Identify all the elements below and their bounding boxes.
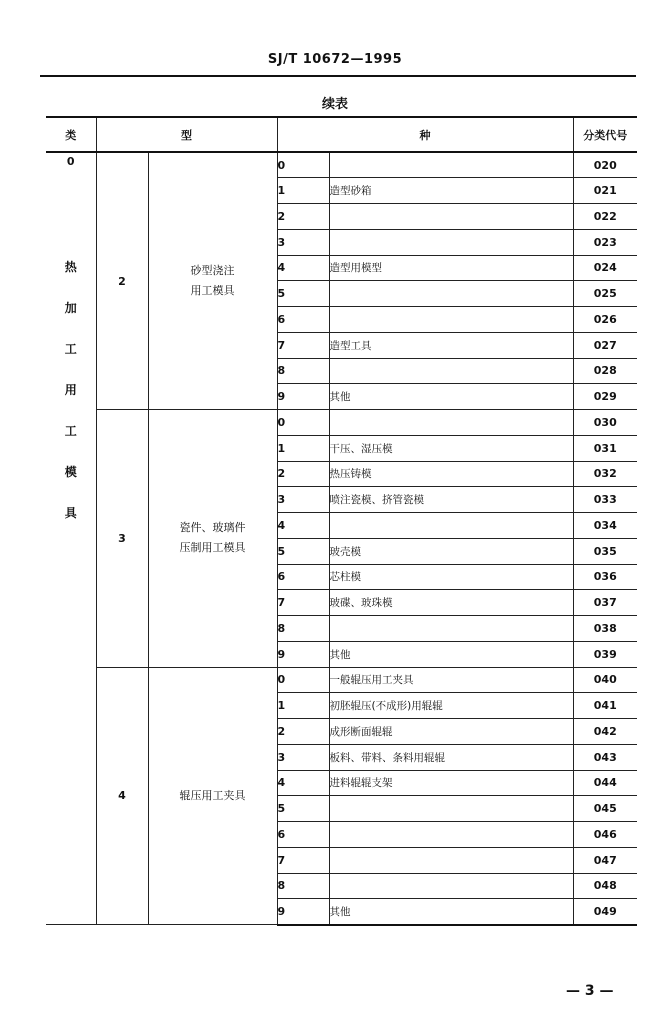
xing-code: 2 bbox=[96, 152, 148, 410]
zhong-number: 7 bbox=[277, 847, 329, 873]
zhong-number: 3 bbox=[277, 487, 329, 513]
zhong-number: 4 bbox=[277, 770, 329, 796]
classification-code: 040 bbox=[573, 667, 637, 693]
lei-char: 具 bbox=[64, 506, 77, 520]
zhong-number: 6 bbox=[277, 307, 329, 333]
zhong-number: 9 bbox=[277, 641, 329, 667]
classification-code: 041 bbox=[573, 693, 637, 719]
classification-code: 049 bbox=[573, 899, 637, 925]
zhong-name: 其他 bbox=[329, 641, 573, 667]
zhong-number: 5 bbox=[277, 281, 329, 307]
zhong-number: 7 bbox=[277, 332, 329, 358]
table-caption: 续表 bbox=[321, 97, 348, 112]
zhong-name: 热压铸模 bbox=[329, 461, 573, 487]
zhong-name: 成形断面辊辊 bbox=[329, 719, 573, 745]
classification-code: 029 bbox=[573, 384, 637, 410]
zhong-name: 玻壳模 bbox=[329, 538, 573, 564]
zhong-number: 5 bbox=[277, 796, 329, 822]
zhong-number: 0 bbox=[277, 152, 329, 178]
zhong-number: 9 bbox=[277, 899, 329, 925]
table-header-row bbox=[46, 117, 637, 152]
lei-chars bbox=[46, 258, 96, 545]
zhong-name bbox=[329, 358, 573, 384]
xing-code: 3 bbox=[96, 410, 148, 668]
zhong-number: 8 bbox=[277, 616, 329, 642]
zhong-number: 5 bbox=[277, 538, 329, 564]
classification-code: 022 bbox=[573, 204, 637, 230]
header-xing: 型 bbox=[96, 117, 277, 152]
zhong-name bbox=[329, 873, 573, 899]
zhong-name bbox=[329, 822, 573, 848]
zhong-name bbox=[329, 229, 573, 255]
header-code: 分类代号 bbox=[573, 117, 637, 152]
zhong-number: 4 bbox=[277, 513, 329, 539]
zhong-name: 初胚辊压(不成形)用辊辊 bbox=[329, 693, 573, 719]
zhong-name: 一般辊压用工夹具 bbox=[329, 667, 573, 693]
lei-char: 模 bbox=[64, 465, 77, 479]
header-rule bbox=[40, 75, 636, 77]
classification-code: 038 bbox=[573, 616, 637, 642]
zhong-name bbox=[329, 513, 573, 539]
zhong-number: 1 bbox=[277, 693, 329, 719]
classification-code: 034 bbox=[573, 513, 637, 539]
zhong-number: 0 bbox=[277, 410, 329, 436]
classification-code: 033 bbox=[573, 487, 637, 513]
classification-code: 028 bbox=[573, 358, 637, 384]
classification-code: 025 bbox=[573, 281, 637, 307]
header-lei: 类 bbox=[46, 117, 96, 152]
classification-code: 027 bbox=[573, 332, 637, 358]
classification-code: 023 bbox=[573, 229, 637, 255]
classification-code: 042 bbox=[573, 719, 637, 745]
zhong-name: 其他 bbox=[329, 384, 573, 410]
table-row bbox=[46, 667, 637, 693]
zhong-name: 干压、湿压模 bbox=[329, 435, 573, 461]
classification-code: 044 bbox=[573, 770, 637, 796]
table-row bbox=[46, 152, 637, 178]
zhong-number: 0 bbox=[277, 667, 329, 693]
classification-code: 026 bbox=[573, 307, 637, 333]
zhong-number: 6 bbox=[277, 822, 329, 848]
lei-char: 热 bbox=[64, 260, 77, 274]
classification-code: 032 bbox=[573, 461, 637, 487]
xing-name-line: 压制用工模具 bbox=[179, 541, 246, 555]
classification-code: 020 bbox=[573, 152, 637, 178]
zhong-name bbox=[329, 152, 573, 178]
zhong-name bbox=[329, 847, 573, 873]
standard-number: SJ/T 10672—1995 bbox=[267, 52, 403, 67]
classification-code: 046 bbox=[573, 822, 637, 848]
xing-name bbox=[148, 667, 277, 925]
zhong-number: 4 bbox=[277, 255, 329, 281]
zhong-number: 8 bbox=[277, 873, 329, 899]
classification-code: 035 bbox=[573, 538, 637, 564]
xing-name-line: 辊压用工夹具 bbox=[179, 788, 246, 802]
zhong-name: 造型工具 bbox=[329, 332, 573, 358]
classification-code: 021 bbox=[573, 178, 637, 204]
classification-code: 047 bbox=[573, 847, 637, 873]
lei-code: 0 bbox=[66, 155, 75, 168]
table-body bbox=[46, 152, 637, 925]
xing-name bbox=[148, 152, 277, 410]
classification-code: 048 bbox=[573, 873, 637, 899]
zhong-number: 8 bbox=[277, 358, 329, 384]
lei-char: 用 bbox=[64, 383, 77, 397]
zhong-name: 喷注瓷模、挤管瓷模 bbox=[329, 487, 573, 513]
classification-code: 043 bbox=[573, 744, 637, 770]
zhong-number: 2 bbox=[277, 204, 329, 230]
zhong-name: 芯柱模 bbox=[329, 564, 573, 590]
zhong-number: 6 bbox=[277, 564, 329, 590]
classification-code: 030 bbox=[573, 410, 637, 436]
classification-code: 045 bbox=[573, 796, 637, 822]
zhong-name bbox=[329, 616, 573, 642]
classification-code: 024 bbox=[573, 255, 637, 281]
lei-char: 加 bbox=[64, 301, 77, 315]
zhong-name bbox=[329, 281, 573, 307]
header-zhong: 种 bbox=[277, 117, 573, 152]
zhong-name bbox=[329, 796, 573, 822]
xing-name-line: 砂型浇注 bbox=[190, 264, 235, 277]
zhong-name bbox=[329, 204, 573, 230]
zhong-name: 造型砂箱 bbox=[329, 178, 573, 204]
classification-code: 031 bbox=[573, 435, 637, 461]
lei-cell bbox=[46, 152, 96, 925]
zhong-number: 2 bbox=[277, 461, 329, 487]
xing-code: 4 bbox=[96, 667, 148, 925]
zhong-number: 1 bbox=[277, 435, 329, 461]
xing-name-line: 瓷件、玻璃件 bbox=[179, 521, 246, 535]
zhong-number: 3 bbox=[277, 744, 329, 770]
xing-name bbox=[148, 410, 277, 668]
zhong-name: 板料、带料、条料用辊辊 bbox=[329, 744, 573, 770]
classification-code: 036 bbox=[573, 564, 637, 590]
zhong-name: 其他 bbox=[329, 899, 573, 925]
zhong-name: 玻碟、玻珠模 bbox=[329, 590, 573, 616]
lei-char: 工 bbox=[64, 424, 77, 438]
zhong-number: 2 bbox=[277, 719, 329, 745]
xing-name-line: 用工模具 bbox=[190, 284, 235, 297]
zhong-number: 1 bbox=[277, 178, 329, 204]
table-row bbox=[46, 410, 637, 436]
classification-table bbox=[46, 116, 637, 926]
zhong-name bbox=[329, 307, 573, 333]
zhong-name: 进料辊辊支架 bbox=[329, 770, 573, 796]
zhong-number: 3 bbox=[277, 229, 329, 255]
zhong-number: 7 bbox=[277, 590, 329, 616]
zhong-name bbox=[329, 410, 573, 436]
lei-char: 工 bbox=[64, 342, 77, 356]
classification-code: 037 bbox=[573, 590, 637, 616]
classification-code: 039 bbox=[573, 641, 637, 667]
zhong-number: 9 bbox=[277, 384, 329, 410]
zhong-name: 造型用模型 bbox=[329, 255, 573, 281]
page-number: — 3 — bbox=[566, 983, 614, 999]
